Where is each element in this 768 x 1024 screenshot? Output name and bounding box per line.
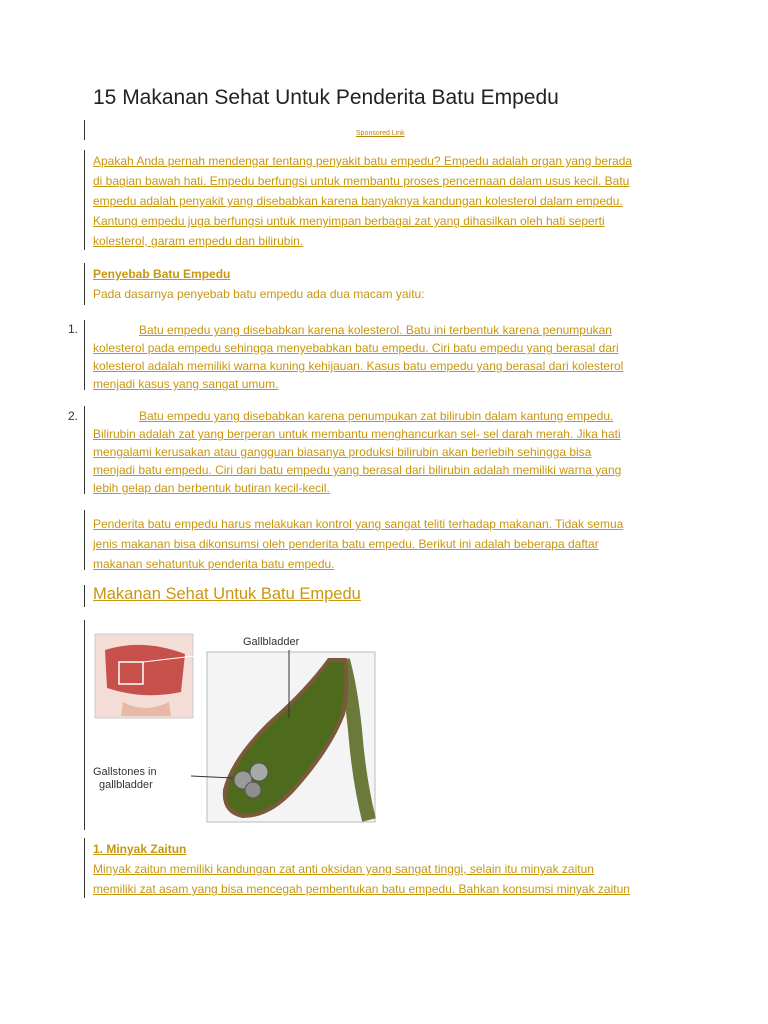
gallstones-label-line1: Gallstones in: [93, 766, 157, 778]
liver-shape: [105, 645, 185, 695]
margin-bar: [84, 263, 85, 305]
margin-bar: [84, 620, 85, 830]
margin-bar: [84, 838, 85, 898]
intro-line[interactable]: Apakah Anda pernah mendengar tentang penyakit batu empedu? Empedu adalah organ yang berada: [93, 154, 633, 168]
list-line[interactable]: kolesterol adalah memiliki warna kuning kehijauan. Kasus batu empedu yang berasal dari kolesterol: [93, 359, 624, 373]
food-item-heading[interactable]: 1. Minyak Zaitun: [93, 842, 187, 856]
list-line[interactable]: kolesterol pada empedu sehingga menyebabkan batu empedu. Ciri batu empedu yang berasal dari: [93, 341, 619, 355]
list-number: 1.: [68, 322, 79, 336]
cause-text: Pada dasarnya penyebab batu empedu ada dua macam yaitu:: [93, 287, 425, 301]
intro-line[interactable]: Kantung empedu juga berfungsi untuk menyimpan berbagai zat yang dihasilkan oleh hati seperti: [93, 214, 605, 228]
diet-line[interactable]: makanan sehatuntuk penderita batu empedu.: [93, 557, 335, 571]
food-item-section: [93, 840, 678, 898]
gallbladder-figure: [93, 630, 383, 826]
list-item: [93, 321, 678, 393]
food-item-line[interactable]: Minyak zaitun memiliki kandungan zat anti oksidan yang sangat tinggi, selain itu minyak zaitun: [93, 862, 594, 876]
list-line[interactable]: lebih gelap dan berbentuk butiran kecil-kecil.: [93, 481, 330, 495]
intro-line[interactable]: empedu adalah penyakit yang disebabkan karena banyaknya kandungan kolesterol dalam empedu.: [93, 194, 623, 208]
margin-bar: [84, 150, 85, 250]
section-heading[interactable]: Makanan Sehat Untuk Batu Empedu: [93, 585, 361, 603]
gallstone: [245, 782, 261, 798]
diet-line[interactable]: Penderita batu empedu harus melakukan kontrol yang sangat teliti terhadap makanan. Tidak semua: [93, 517, 624, 531]
margin-bar: [84, 120, 85, 140]
margin-bar: [84, 406, 85, 494]
cause-heading[interactable]: Penyebab Batu Empedu: [93, 267, 231, 281]
diet-line[interactable]: jenis makanan bisa dikonsumsi oleh penderita batu empedu. Berikut ini adalah beberapa daftar: [93, 537, 599, 551]
gallstones-label-line2: gallbladder: [99, 779, 153, 791]
margin-bar: [84, 585, 85, 607]
gallstone: [250, 763, 268, 781]
margin-bar: [84, 510, 85, 570]
sponsored-link[interactable]: Sponsored Link: [356, 130, 405, 137]
list-line[interactable]: menjadi kasus yang sangat umum.: [93, 377, 279, 391]
list-line[interactable]: mengalami kerusakan atau gangguan biasanya produksi bilirubin akan berlebih sehingga bisa: [93, 445, 592, 459]
intro-line[interactable]: di bagian bawah hati. Empedu berfungsi untuk membantu proses pencernaan dalam usus kecil. Batu: [93, 174, 630, 188]
list-line[interactable]: Bilirubin adalah zat yang berperan untuk membantu menghancurkan sel- sel darah merah. Jika hati: [93, 427, 621, 441]
list-item: [93, 407, 678, 497]
list-line[interactable]: Batu empedu yang disebabkan karena penumpukan zat bilirubin dalam kantung empedu.: [139, 409, 614, 423]
intro-paragraph: [93, 152, 678, 250]
food-item-line[interactable]: memiliki zat asam yang bisa mencegah pembentukan batu empedu. Bahkan konsumsi minyak zaitun: [93, 882, 630, 896]
diet-intro-paragraph: [93, 515, 678, 573]
margin-bar: [84, 320, 85, 390]
list-line[interactable]: menjadi batu empedu. Ciri dari batu empedu yang berasal dari bilirubin adalah memiliki warna yang: [93, 463, 622, 477]
intro-line[interactable]: kolesterol, garam empedu dan bilirubin.: [93, 234, 304, 248]
gallbladder-label: Gallbladder: [243, 636, 300, 648]
cause-section: [93, 265, 678, 303]
gallbladder-illustration: [93, 630, 383, 826]
page-title: 15 Makanan Sehat Untuk Penderita Batu Empedu: [93, 86, 559, 109]
list-line[interactable]: Batu empedu yang disebabkan karena kolesterol. Batu ini terbentuk karena penumpukan: [139, 323, 612, 337]
list-number: 2.: [68, 409, 79, 423]
